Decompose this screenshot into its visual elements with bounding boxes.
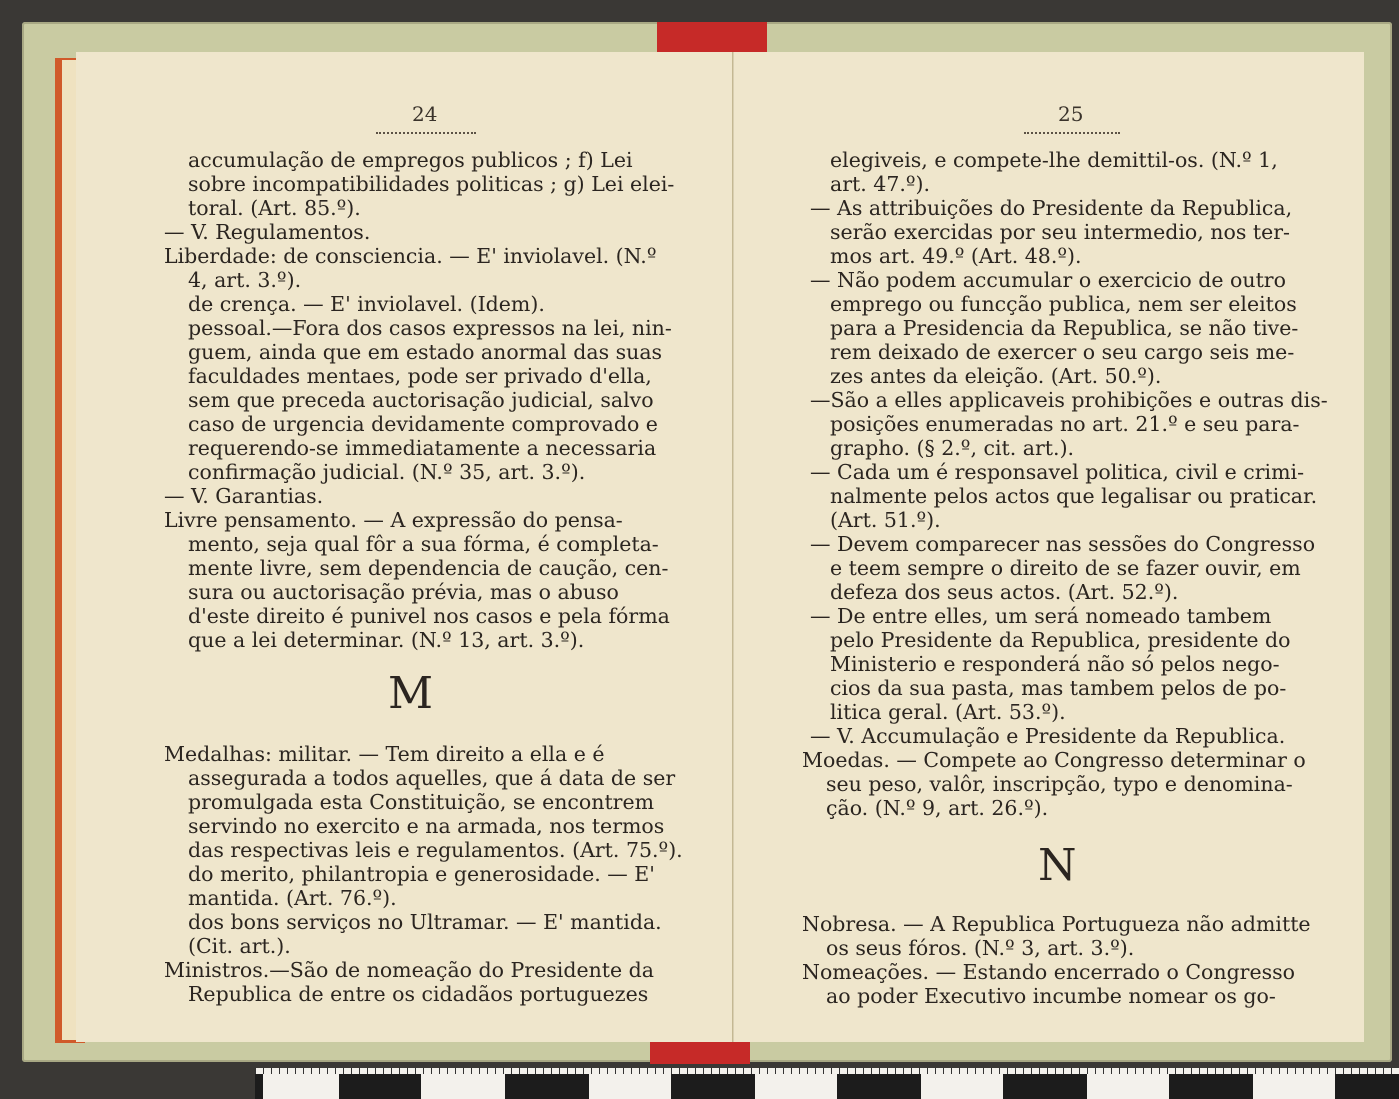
ruler-tick: [1335, 1068, 1336, 1074]
ruler-segment: [1335, 1074, 1399, 1099]
ruler-tick: [1383, 1068, 1384, 1074]
ruler-tick: [479, 1068, 480, 1074]
text-line: dos bons serviços no Ultramar. — E' mantida.: [188, 910, 662, 934]
ruler-tick: [831, 1068, 832, 1074]
ruler-tick: [495, 1068, 496, 1074]
text-line: sura ou auctorisação prévia, mas o abuso: [188, 580, 619, 604]
ruler-tick: [991, 1068, 992, 1074]
text-line: do merito, philantropia e generosidade. — E': [188, 862, 655, 886]
text-line: faculdades mentaes, pode ser privado d'ella,: [188, 364, 652, 388]
text-line: Republica de entre os cidadãos portuguezes: [188, 982, 649, 1006]
ruler-tick: [487, 1068, 488, 1074]
ruler-tick: [1319, 1068, 1320, 1074]
text-line: pessoal.—Fora dos casos expressos na lei, nin-: [188, 316, 672, 340]
ruler-tick: [543, 1068, 544, 1074]
ruler-tick: [439, 1068, 440, 1074]
ruler-tick: [911, 1068, 912, 1074]
text-line: — As attribuições do Presidente da Republica,: [810, 196, 1293, 220]
ruler-tick: [599, 1068, 600, 1074]
ruler-tick: [695, 1068, 696, 1074]
text-line: grapho. (§ 2.º, cit. art.).: [830, 436, 1075, 460]
text-line: os seus fóros. (N.º 3, art. 3.º).: [826, 936, 1135, 960]
ruler-tick: [711, 1068, 712, 1074]
ruler-tick: [551, 1068, 552, 1074]
ruler-tick: [1167, 1068, 1168, 1074]
text-line: — Cada um é responsavel politica, civil e crimi-: [810, 460, 1305, 484]
ruler-tick: [863, 1068, 864, 1074]
text-line: rem deixado de exercer o seu cargo seis me-: [830, 340, 1295, 364]
ruler-tick: [983, 1068, 984, 1074]
ruler-tick: [839, 1068, 840, 1074]
ruler-segment: [505, 1074, 589, 1099]
text-line: sobre incompatibilidades politicas ; g) Lei elei-: [188, 172, 675, 196]
ruler-segment: [255, 1074, 263, 1099]
ruler-tick: [559, 1068, 560, 1074]
ruler-tick: [959, 1068, 960, 1074]
page-number-left: 24: [412, 102, 438, 126]
ruler-tick: [359, 1068, 360, 1074]
ruler-tick: [1103, 1068, 1104, 1074]
section-letter-n: N: [1038, 840, 1075, 891]
left-page: [76, 52, 733, 1042]
text-line: nalmente pelos actos que legalisar ou praticar.: [830, 484, 1318, 508]
ruler-tick: [255, 1068, 256, 1074]
text-line: zes antes da eleição. (Art. 50.º).: [830, 364, 1162, 388]
text-line: — De entre elles, um será nomeado tambem: [810, 604, 1272, 628]
text-line: pelo Presidente da Republica, presidente do: [830, 628, 1291, 652]
text-line: (Cit. art.).: [188, 934, 291, 958]
ruler-tick: [639, 1068, 640, 1074]
ruler-tick: [535, 1068, 536, 1074]
text-line: Ministerio e responderá não só pelos nego-: [830, 652, 1280, 676]
text-line: posições enumeradas no art. 21.º e seu para-: [830, 412, 1300, 436]
ruler-tick: [319, 1068, 320, 1074]
right-page: [733, 52, 1364, 1042]
ruler-tick: [783, 1068, 784, 1074]
text-line: litica geral. (Art. 53.º).: [830, 700, 1066, 724]
ruler-tick: [447, 1068, 448, 1074]
text-line: que a lei determinar. (N.º 13, art. 3.º).: [188, 628, 585, 652]
ruler-tick: [263, 1068, 264, 1074]
text-line: sem que preceda auctorisação judicial, salvo: [188, 388, 654, 412]
ruler-tick: [855, 1068, 856, 1074]
ruler-tick: [1367, 1068, 1368, 1074]
ruler-tick: [943, 1068, 944, 1074]
text-line: seu peso, valôr, inscripção, typo e denomina-: [826, 772, 1293, 796]
ruler-tick: [615, 1068, 616, 1074]
ruler-tick: [679, 1068, 680, 1074]
ruler-tick: [1303, 1068, 1304, 1074]
ruler-tick: [271, 1068, 272, 1074]
text-line: d'este direito é punivel nos casos e pela fórma: [188, 604, 670, 628]
ruler-tick: [751, 1068, 752, 1074]
text-line: para a Presidencia da Republica, se não tive-: [830, 316, 1299, 340]
ruler-tick: [807, 1068, 808, 1074]
text-line: serão exercidas por seu intermedio, nos ter-: [830, 220, 1290, 244]
ruler-tick: [727, 1068, 728, 1074]
ruler-tick: [407, 1068, 408, 1074]
ruler-tick: [311, 1068, 312, 1074]
ruler-tick: [591, 1068, 592, 1074]
header-rule: [376, 132, 476, 134]
ruler-tick: [1239, 1068, 1240, 1074]
text-line: defeza dos seus actos. (Art. 52.º).: [830, 580, 1179, 604]
text-line: elegiveis, e compete-lhe demittil-os. (N.º 1,: [830, 148, 1278, 172]
text-line: assegurada a todos aquelles, que á data de ser: [188, 766, 676, 790]
ruler-segment: [1003, 1074, 1087, 1099]
ruler-tick: [1351, 1068, 1352, 1074]
ruler-tick: [1223, 1068, 1224, 1074]
ruler-tick: [343, 1068, 344, 1074]
ruler-segment: [837, 1074, 921, 1099]
ruler-tick: [583, 1068, 584, 1074]
ruler-tick: [1135, 1068, 1136, 1074]
text-line: cios da sua pasta, mas tambem pelos de po-: [830, 676, 1287, 700]
text-line: mento, seja qual fôr a sua fórma, é completa-: [188, 532, 659, 556]
ruler-tick: [1231, 1068, 1232, 1074]
ruler-tick: [415, 1068, 416, 1074]
ruler-tick: [287, 1068, 288, 1074]
ruler-tick: [567, 1068, 568, 1074]
ruler-tick: [519, 1068, 520, 1074]
ruler-tick: [1215, 1068, 1216, 1074]
text-line: Nobresa. — A Republica Portugueza não admitte: [802, 912, 1311, 936]
ruler-tick: [1055, 1068, 1056, 1074]
ruler-tick: [1311, 1068, 1312, 1074]
ruler-tick: [1151, 1068, 1152, 1074]
ruler-tick: [1071, 1068, 1072, 1074]
ruler-tick: [663, 1068, 664, 1074]
ruler-tick: [623, 1068, 624, 1074]
ruler-tick: [303, 1068, 304, 1074]
ruler-tick: [791, 1068, 792, 1074]
ruler-tick: [1015, 1068, 1016, 1074]
ruler-tick: [919, 1068, 920, 1074]
ruler-tick: [743, 1068, 744, 1074]
ruler-tick: [655, 1068, 656, 1074]
text-line: — V. Regulamentos.: [164, 220, 371, 244]
ruler-tick: [1143, 1068, 1144, 1074]
text-line: — Devem comparecer nas sessões do Congresso: [810, 532, 1316, 556]
text-line: —São a elles applicaveis prohibições e outras dis-: [810, 388, 1328, 412]
ruler-tick: [335, 1068, 336, 1074]
ruler-tick: [895, 1068, 896, 1074]
ruler-tick: [511, 1068, 512, 1074]
text-line: Nomeações. — Estando encerrado o Congresso: [802, 960, 1296, 984]
ruler-tick: [1159, 1068, 1160, 1074]
text-line: 4, art. 3.º).: [188, 268, 302, 292]
ruler-tick: [935, 1068, 936, 1074]
text-line: de crença. — E' inviolavel. (Idem).: [188, 292, 545, 316]
ruler-tick: [1279, 1068, 1280, 1074]
ruler-tick: [1287, 1068, 1288, 1074]
text-line: accumulação de empregos publicos ; f) Lei: [188, 148, 633, 172]
ruler-tick: [1295, 1068, 1296, 1074]
text-line: mantida. (Art. 76.º).: [188, 886, 397, 910]
ruler-tick: [951, 1068, 952, 1074]
ruler-tick: [687, 1068, 688, 1074]
ruler-tick: [295, 1068, 296, 1074]
text-line: requerendo-se immediatamente a necessaria: [188, 436, 657, 460]
page-number-right: 25: [1058, 102, 1084, 126]
ruler-tick: [967, 1068, 968, 1074]
text-line: e teem sempre o direito de se fazer ouvir, em: [830, 556, 1301, 580]
ruler-tick: [879, 1068, 880, 1074]
text-line: promulgada esta Constituição, se encontrem: [188, 790, 655, 814]
ruler-tick: [735, 1068, 736, 1074]
ruler-tick: [815, 1068, 816, 1074]
ruler-tick: [463, 1068, 464, 1074]
ruler-tick: [1375, 1068, 1376, 1074]
ruler-tick: [999, 1068, 1000, 1074]
ruler-tick: [375, 1068, 376, 1074]
text-line: mente livre, sem dependencia de caução, cen-: [188, 556, 669, 580]
ruler-tick: [1175, 1068, 1176, 1074]
ruler-tick: [1359, 1068, 1360, 1074]
ruler-tick: [1207, 1068, 1208, 1074]
ruler-tick: [1391, 1068, 1392, 1074]
text-line: confirmação judicial. (N.º 35, art. 3.º).: [188, 460, 586, 484]
ruler-segment: [339, 1074, 421, 1099]
ruler-tick: [1119, 1068, 1120, 1074]
ruler-tick: [1023, 1068, 1024, 1074]
text-line: (Art. 51.º).: [830, 508, 941, 532]
text-line: ção. (N.º 9, art. 26.º).: [826, 796, 1049, 820]
ruler-tick: [471, 1068, 472, 1074]
bookmark-ribbon-bottom: [650, 1040, 750, 1064]
ruler-tick: [1111, 1068, 1112, 1074]
ruler-tick: [975, 1068, 976, 1074]
ruler-tick: [327, 1068, 328, 1074]
ruler-tick: [1127, 1068, 1128, 1074]
ruler-tick: [575, 1068, 576, 1074]
ruler-tick: [1079, 1068, 1080, 1074]
ruler-tick: [1183, 1068, 1184, 1074]
text-line: emprego ou funcção publica, nem ser eleitos: [830, 292, 1297, 316]
section-letter-m: M: [388, 668, 432, 719]
text-line: das respectivas leis e regulamentos. (Art. 75.º).: [188, 838, 683, 862]
ruler-tick: [391, 1068, 392, 1074]
text-line: Medalhas: militar. — Tem direito a ella e é: [164, 742, 605, 766]
ruler-tick: [1031, 1068, 1032, 1074]
text-line: servindo no exercito e na armada, nos termos: [188, 814, 665, 838]
ruler-tick: [631, 1068, 632, 1074]
ruler-tick: [431, 1068, 432, 1074]
ruler-tick: [887, 1068, 888, 1074]
text-line: — V. Garantias.: [164, 484, 324, 508]
ruler-tick: [847, 1068, 848, 1074]
ruler-tick: [767, 1068, 768, 1074]
ruler-tick: [1191, 1068, 1192, 1074]
ruler-tick: [503, 1068, 504, 1074]
header-rule: [1024, 132, 1120, 134]
ruler-tick: [527, 1068, 528, 1074]
ruler-tick: [719, 1068, 720, 1074]
ruler-tick: [367, 1068, 368, 1074]
scale-ruler: [255, 1068, 1399, 1099]
ruler-segment: [671, 1074, 755, 1099]
ruler-tick: [775, 1068, 776, 1074]
ruler-tick: [823, 1068, 824, 1074]
ruler-tick: [1255, 1068, 1256, 1074]
text-line: art. 47.º).: [830, 172, 931, 196]
ruler-tick: [703, 1068, 704, 1074]
ruler-tick: [1343, 1068, 1344, 1074]
ruler-tick: [1095, 1068, 1096, 1074]
text-line: mos art. 49.º (Art. 48.º).: [830, 244, 1082, 268]
ruler-tick: [1327, 1068, 1328, 1074]
ruler-tick: [1047, 1068, 1048, 1074]
ruler-tick: [607, 1068, 608, 1074]
ruler-tick: [1199, 1068, 1200, 1074]
text-line: — Não podem accumular o exercicio de outro: [810, 268, 1286, 292]
ruler-tick: [351, 1068, 352, 1074]
ruler-tick: [1263, 1068, 1264, 1074]
ruler-tick: [799, 1068, 800, 1074]
ruler-tick: [1247, 1068, 1248, 1074]
ruler-tick: [399, 1068, 400, 1074]
ruler-tick: [423, 1068, 424, 1074]
ruler-tick: [1271, 1068, 1272, 1074]
ruler-tick: [455, 1068, 456, 1074]
text-line: Liberdade: de consciencia. — E' inviolavel. (N.º: [164, 244, 657, 268]
ruler-tick: [671, 1068, 672, 1074]
text-line: Livre pensamento. — A expressão do pensa-: [164, 508, 623, 532]
text-line: Ministros.—São de nomeação do Presidente da: [164, 958, 655, 982]
ruler-tick: [1087, 1068, 1088, 1074]
text-line: caso de urgencia devidamente comprovado e: [188, 412, 658, 436]
text-line: toral. (Art. 85.º).: [188, 196, 361, 220]
text-line: Moedas. — Compete ao Congresso determinar o: [802, 748, 1306, 772]
ruler-tick: [903, 1068, 904, 1074]
ruler-tick: [871, 1068, 872, 1074]
ruler-tick: [1063, 1068, 1064, 1074]
ruler-tick: [279, 1068, 280, 1074]
ruler-tick: [1039, 1068, 1040, 1074]
ruler-tick: [1007, 1068, 1008, 1074]
text-line: ao poder Executivo incumbe nomear os go-: [826, 984, 1276, 1008]
ruler-tick: [647, 1068, 648, 1074]
ruler-tick: [759, 1068, 760, 1074]
text-line: guem, ainda que em estado anormal das suas: [188, 340, 663, 364]
text-line: — V. Accumulação e Presidente da Republica.: [810, 724, 1286, 748]
ruler-tick: [927, 1068, 928, 1074]
ruler-segment: [1169, 1074, 1253, 1099]
ruler-tick: [383, 1068, 384, 1074]
